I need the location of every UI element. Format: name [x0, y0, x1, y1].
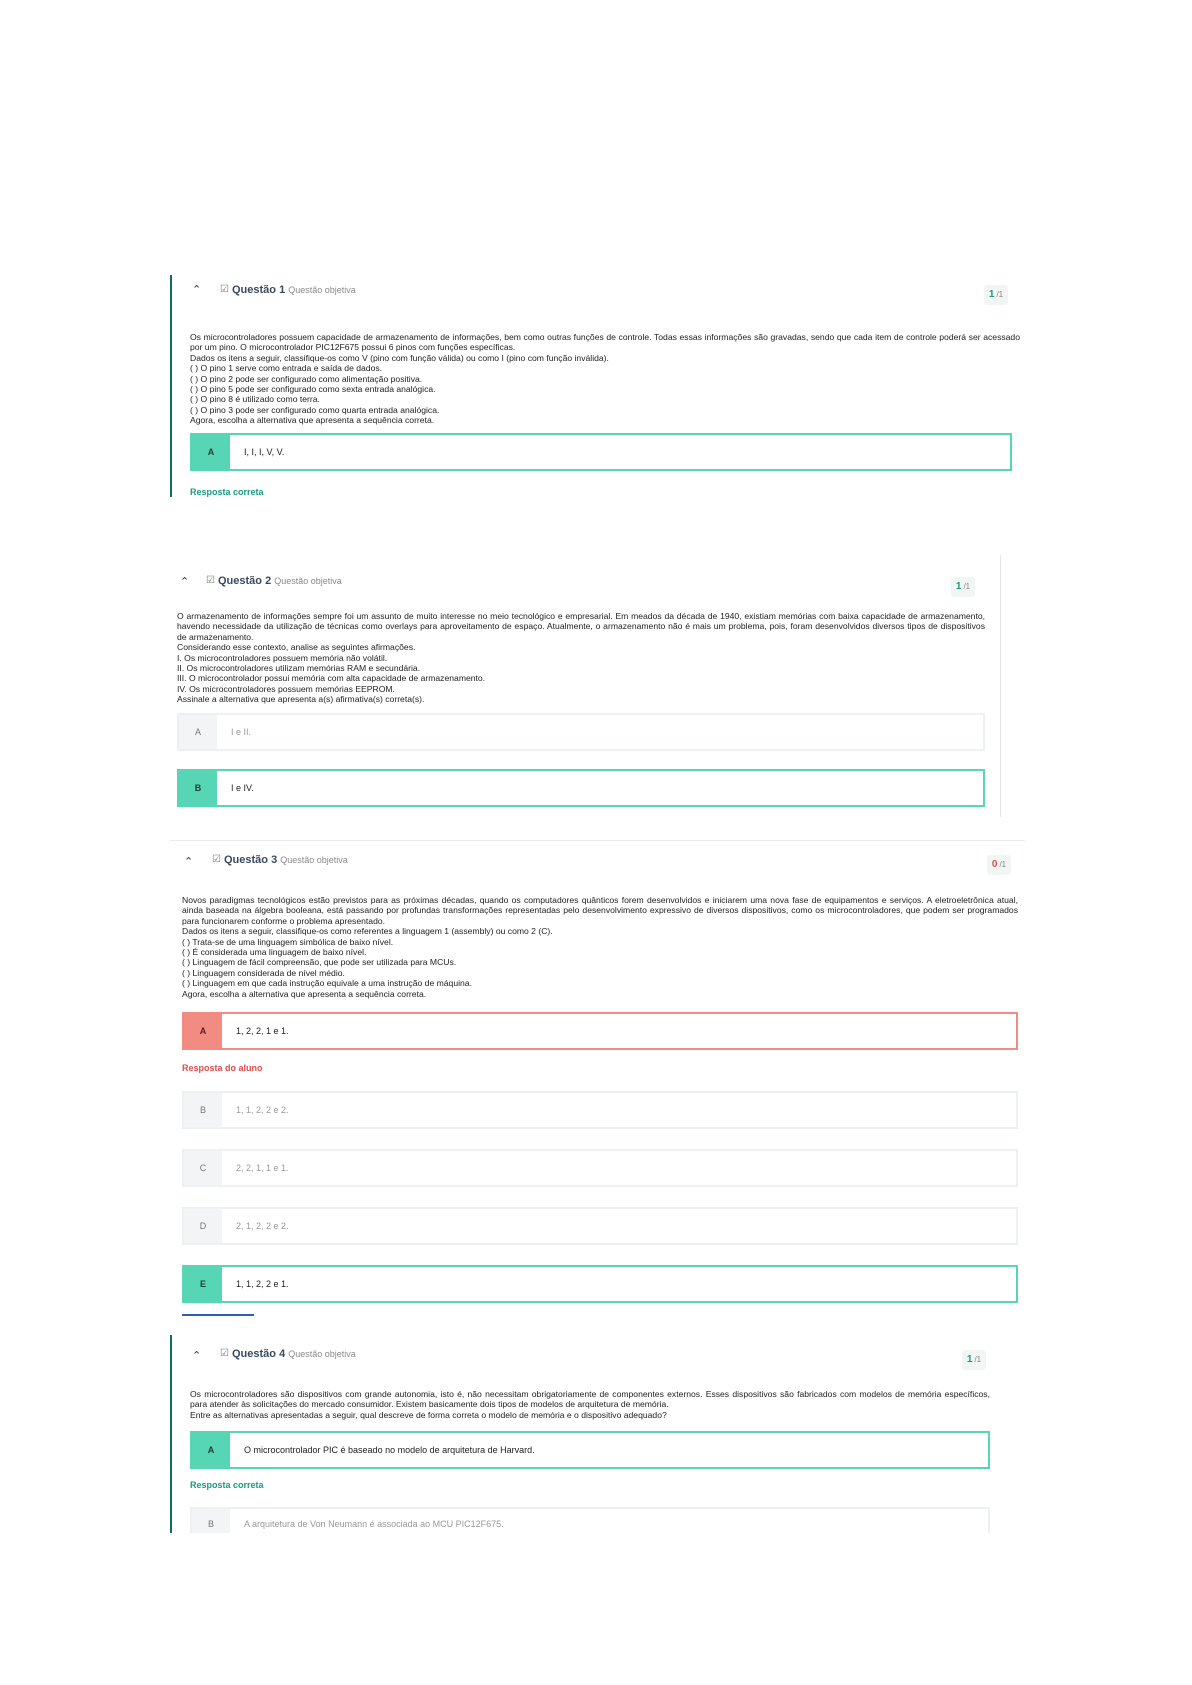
question-paragraph: ( ) O pino 5 pode ser configurado como sexta entrada analógica. [190, 384, 436, 395]
score-badge-1 [984, 285, 1008, 305]
question-type: Questão objetiva [274, 576, 342, 586]
feedback-label: Resposta correta [190, 1480, 264, 1490]
question-text-2 [177, 611, 985, 705]
question-card-1 [170, 275, 1027, 497]
option-text: I e IV. [231, 783, 254, 793]
question-paragraph: ( ) Trata-se de uma linguagem simbólica de baixo nível. [182, 936, 394, 947]
question-header-2[interactable] [170, 555, 1000, 592]
feedback-label: Resposta do aluno [182, 1063, 263, 1073]
question-card-3 [170, 845, 1025, 1315]
checklist-icon: ☑ [220, 284, 229, 295]
option-b[interactable] [190, 1507, 990, 1533]
question-label: Questão 4 [232, 1348, 286, 1360]
question-paragraph: ( ) O pino 8 é utilizado como terra. [190, 394, 320, 405]
question-header-1[interactable] [172, 275, 1027, 305]
score-badge-4 [962, 1350, 986, 1370]
divider [170, 840, 1025, 841]
question-paragraph: Novos paradigmas tecnológicos estão previstos para as próximas décadas, quando os computadores quânticos forem desenvolvidos e iniciarem uma nova fase de equipamentos e serviços. A eletroeletrônica atual, ainda baseada na álgebra booleana, está passando por profundas transformações representadas pelo desenvolvimento expressivo de diversos dispositivos, como os microcontroladores, que podem ser programados para funcionarem conforme o problema apresentado. [182, 895, 1018, 926]
checklist-icon: ☑ [220, 1348, 229, 1359]
option-letter: B [192, 1509, 230, 1533]
question-title-1 [232, 283, 356, 297]
option-text: 2, 2, 1, 1 e 1. [236, 1163, 289, 1173]
feedback-label: Resposta correta [190, 487, 264, 497]
question-paragraph: Agora, escolha a alternativa que apresenta a sequência correta. [190, 415, 435, 426]
question-header-3[interactable] [170, 845, 1025, 875]
question-paragraph: Agora, escolha a alternativa que apresenta a sequência correta. [182, 988, 427, 999]
question-card-4 [170, 1335, 1002, 1533]
chevron-up-icon[interactable]: ⌃ [180, 576, 190, 588]
question-label: Questão 1 [232, 284, 286, 296]
question-paragraph: ( ) É considerada uma linguagem de baixo nível. [182, 947, 367, 958]
score-badge-3 [987, 855, 1011, 875]
question-title-2 [218, 574, 342, 588]
question-paragraph: ( ) Linguagem de fácil compreensão, que pode ser utilizada para MCUs. [182, 957, 457, 968]
option-a[interactable] [177, 713, 985, 751]
option-d[interactable] [182, 1207, 1018, 1245]
question-card-2 [170, 555, 1001, 817]
option-text: I e II. [231, 727, 252, 737]
question-title-3 [224, 853, 348, 867]
option-letter: C [184, 1151, 222, 1185]
question-label: Questão 2 [218, 575, 272, 587]
chevron-up-icon[interactable]: ⌃ [184, 856, 194, 868]
option-c[interactable] [182, 1149, 1018, 1187]
option-b[interactable] [177, 769, 985, 807]
option-text: 1, 2, 2, 1 e 1. [236, 1026, 289, 1036]
option-e[interactable] [182, 1265, 1018, 1303]
question-title-4 [232, 1347, 356, 1361]
option-letter: A [192, 435, 230, 469]
section-underline [182, 1314, 254, 1316]
question-paragraph: I. Os microcontroladores possuem memória não volátil. [177, 652, 388, 663]
question-paragraph: Dados os itens a seguir, classifique-os como V (pino com função válida) ou como I (pino com função inválida). [190, 352, 609, 363]
checklist-icon: ☑ [206, 575, 215, 586]
question-text-4 [190, 1389, 990, 1420]
question-paragraph: Dados os itens a seguir, classifique-os como referentes a linguagem 1 (assembly) ou como 2 (C). [182, 926, 553, 937]
option-a[interactable] [182, 1012, 1018, 1050]
question-paragraph: ( ) O pino 3 pode ser configurado como quarta entrada analógica. [190, 404, 440, 415]
score-value: 1 [988, 289, 995, 300]
question-paragraph: Os microcontroladores são dispositivos com grande autonomia, isto é, não necessitam obrigatoriamente de componentes externos. Esses dispositivos são fabricados com modelos de memória específicos, para atender às solicitações do mercado consumidor. Existem basicamente dois tipos de modelos de arquitetura de memória. [190, 1389, 990, 1410]
question-type: Questão objetiva [280, 855, 348, 865]
question-text-3 [182, 895, 1018, 999]
question-paragraph: Entre as alternativas apresentadas a seguir, qual descreve de forma correta o modelo de memória e o dispositivo adequado? [190, 1409, 667, 1420]
chevron-up-icon[interactable]: ⌃ [192, 284, 202, 296]
question-paragraph: ( ) O pino 1 serve como entrada e saída de dados. [190, 363, 383, 374]
chevron-up-icon[interactable]: ⌃ [192, 1350, 202, 1362]
score-total: /1 [963, 582, 971, 591]
question-paragraph: Os microcontroladores possuem capacidade de armazenamento de informações, bem como outras funções de controle. Todas essas informações são gravadas, sendo que cada item de controle poderá ser acessado por um pino. O microcontrolador PIC12F675 possui 6 pinos com funções específicas. [190, 332, 1020, 353]
option-a[interactable] [190, 433, 1012, 471]
score-value: 0 [991, 859, 998, 870]
question-paragraph: III. O microcontrolador possui memória com alta capacidade de armazenamento. [177, 673, 486, 684]
question-type: Questão objetiva [288, 285, 356, 295]
question-paragraph: O armazenamento de informações sempre foi um assunto de muito interesse no meio tecnológico e empresarial. Em meados da década de 1940, existiam memórias com baixa capacidade de armazenamento, havendo necessidade da utilização de técnicas como overlays para aproveitamento de espaço. Atualmente, o armazenamento não é mais um problema, pois, foram desenvolvidos diversos tipos de dispositivos de armazenamento. [177, 611, 985, 642]
question-paragraph: ( ) Linguagem em que cada instrução equivale a uma instrução de máquina. [182, 978, 472, 989]
option-letter: B [184, 1093, 222, 1127]
option-letter: B [179, 771, 217, 805]
option-a[interactable] [190, 1431, 990, 1469]
score-total: /1 [996, 290, 1004, 299]
option-text: O microcontrolador PIC é baseado no modelo de arquitetura de Harvard. [244, 1445, 535, 1455]
option-text: A arquitetura de Von Neumann é associada ao MCU PIC12F675. [244, 1519, 504, 1529]
question-paragraph: ( ) O pino 2 pode ser configurado como alimentação positiva. [190, 373, 423, 384]
question-paragraph: IV. Os microcontroladores possuem memórias EEPROM. [177, 683, 395, 694]
question-header-4[interactable] [172, 1335, 1002, 1365]
score-badge-2 [951, 577, 975, 597]
question-paragraph: Assinale a alternativa que apresenta a(s) afirmativa(s) correta(s). [177, 694, 425, 705]
option-letter: E [184, 1267, 222, 1301]
question-label: Questão 3 [224, 854, 278, 866]
option-text: 2, 1, 2, 2 e 2. [236, 1221, 289, 1231]
option-b[interactable] [182, 1091, 1018, 1129]
question-paragraph: Considerando esse contexto, analise as seguintes afirmações. [177, 642, 416, 653]
question-text-1 [190, 332, 1020, 426]
score-total: /1 [999, 860, 1007, 869]
option-letter: D [184, 1209, 222, 1243]
score-value: 1 [955, 581, 962, 592]
option-text: I, I, I, V, V. [244, 447, 285, 457]
checklist-icon: ☑ [212, 854, 221, 865]
option-letter: A [192, 1433, 230, 1467]
option-text: 1, 1, 2, 2 e 2. [236, 1105, 289, 1115]
option-letter: A [179, 715, 217, 749]
option-text: 1, 1, 2, 2 e 1. [236, 1279, 289, 1289]
question-paragraph: II. Os microcontroladores utilizam memórias RAM e secundária. [177, 663, 421, 674]
question-paragraph: ( ) Linguagem considerada de nível médio. [182, 967, 345, 978]
score-total: /1 [974, 1355, 982, 1364]
question-type: Questão objetiva [288, 1349, 356, 1359]
option-letter: A [184, 1014, 222, 1048]
score-value: 1 [966, 1354, 973, 1365]
